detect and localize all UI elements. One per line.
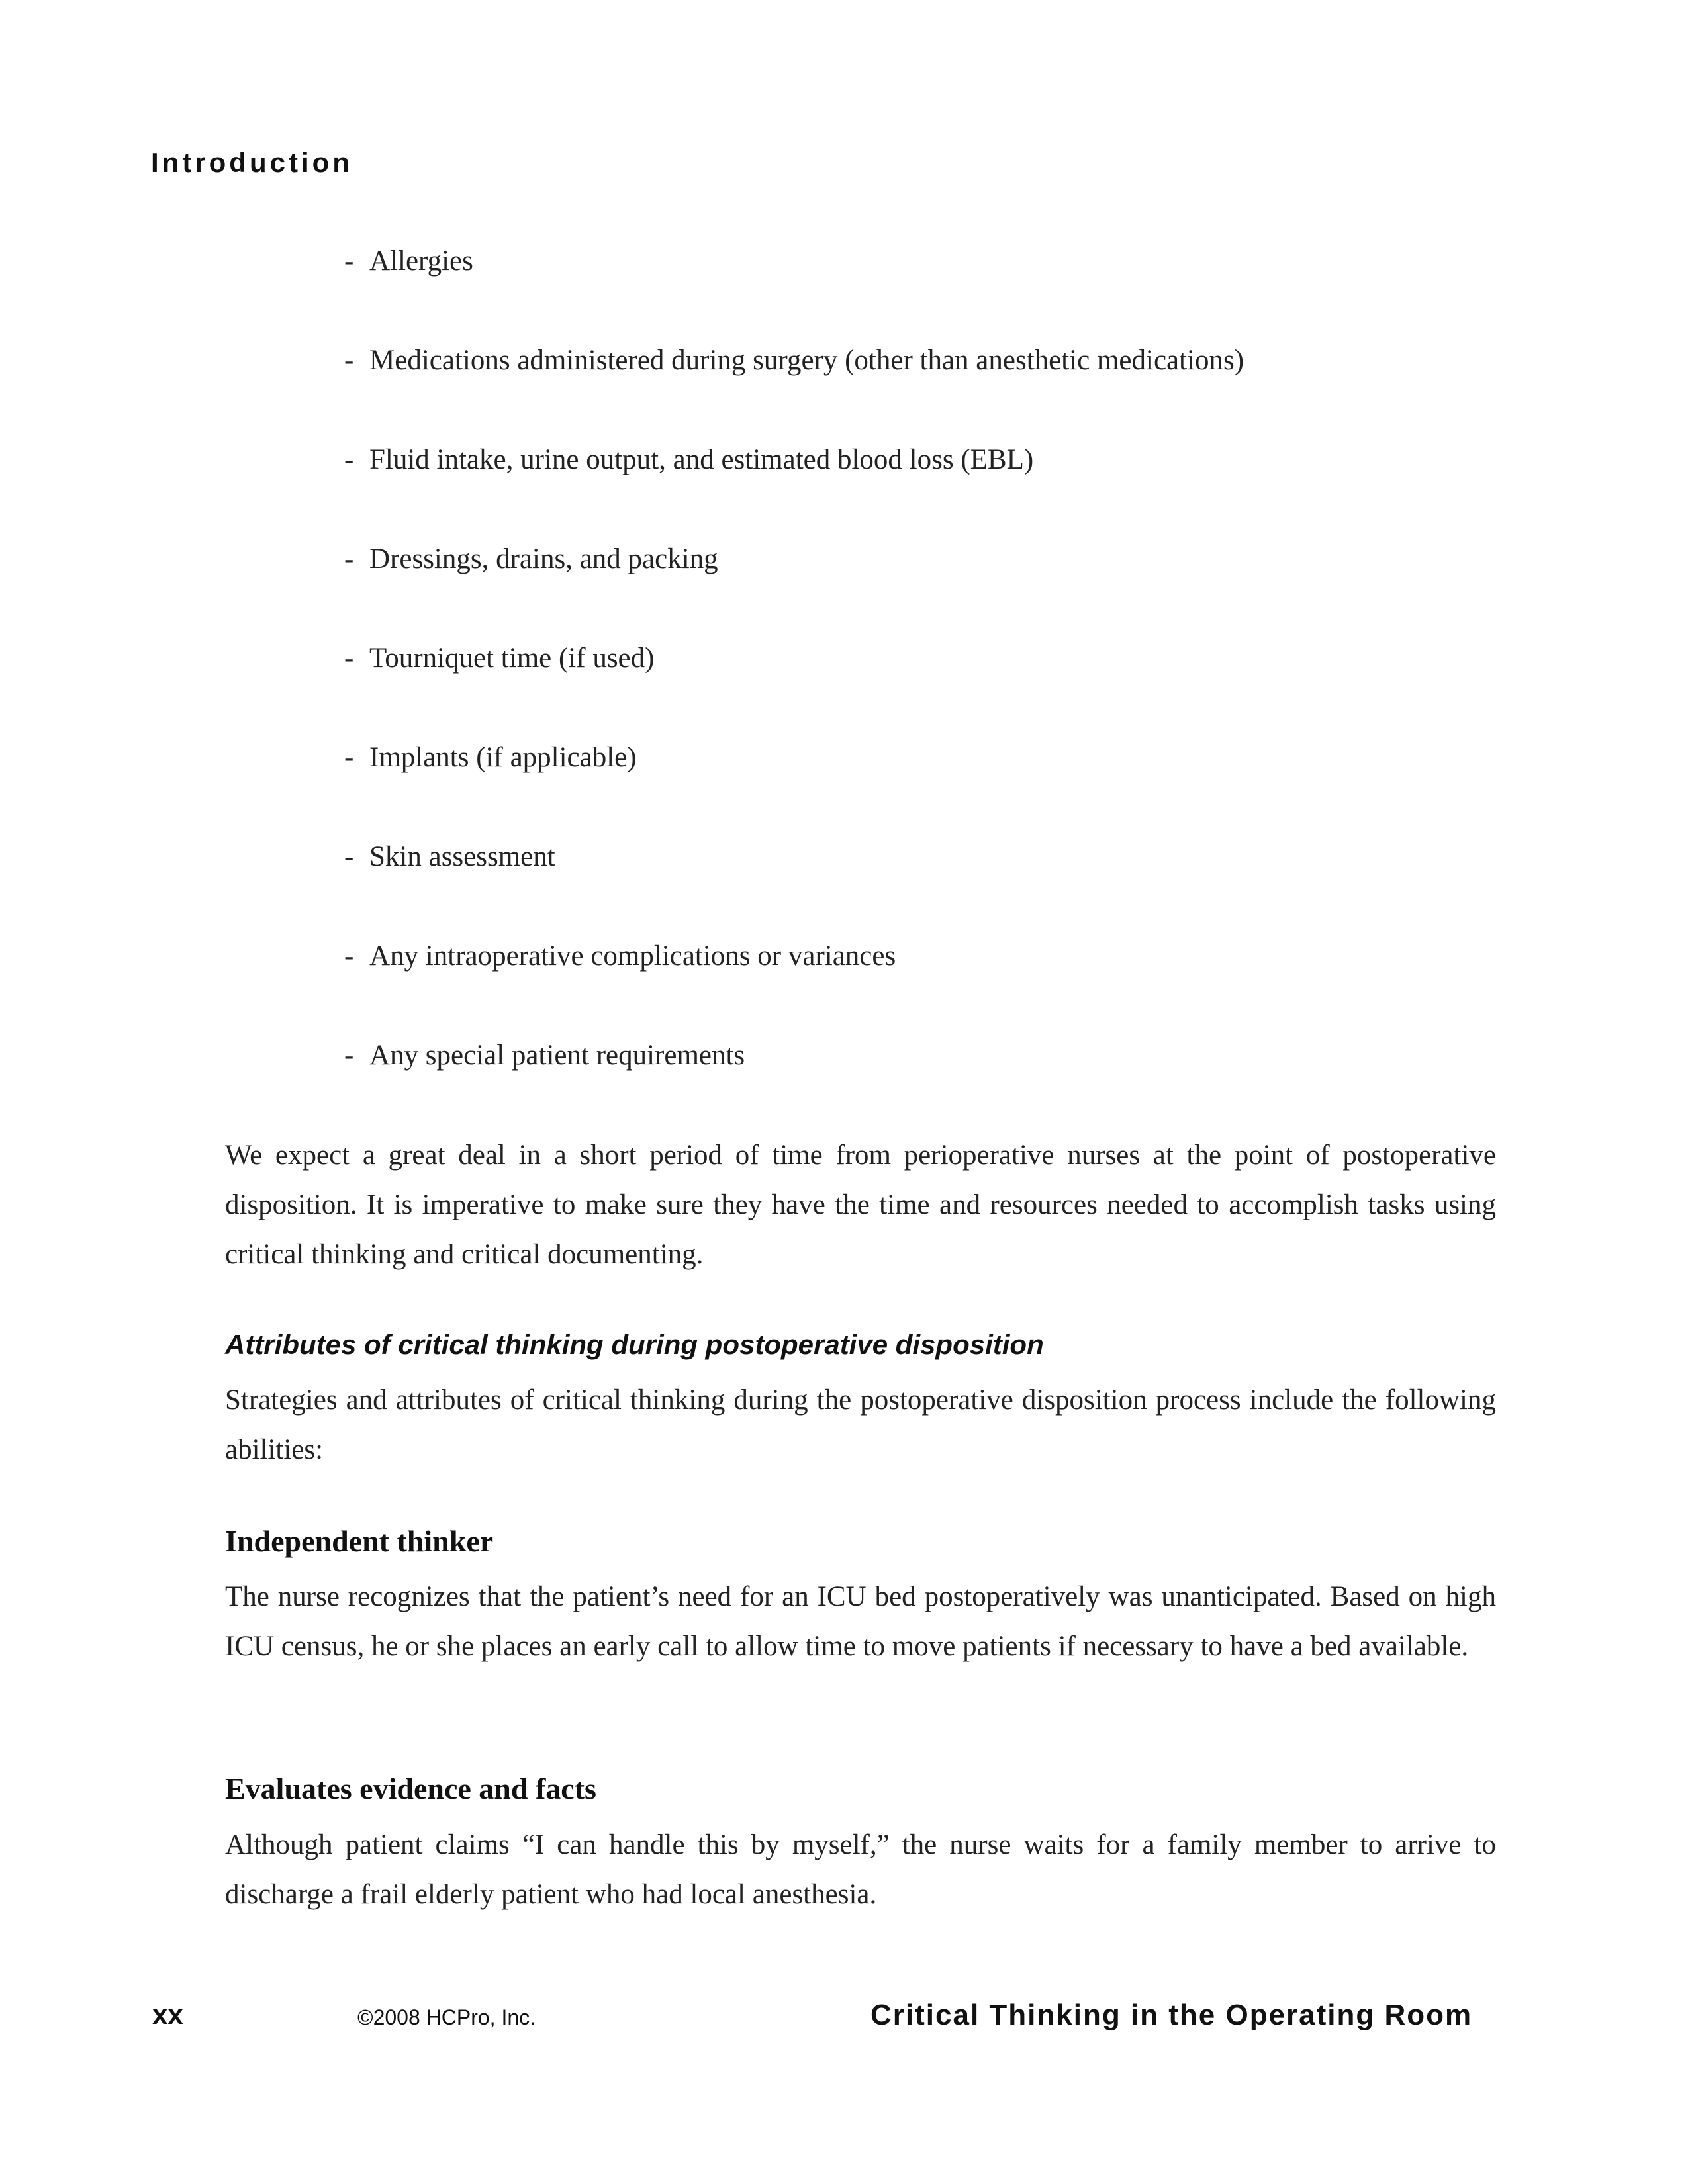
list-item [344,338,1244,437]
section-header: Introduction [151,147,353,178]
list-item-text: Dressings, drains, and packing [369,543,718,574]
book-title: Critical Thinking in the Operating Room [870,1999,1473,2031]
attributes-paragraph: Strategies and attributes of critical thinking during the postoperative disposition process include the following abilities: [225,1385,1496,1465]
list-item-text: Tourniquet time (if used) [369,643,655,674]
list-item-text: Skin assessment [369,841,555,872]
list-item [344,536,1244,635]
list-item [344,437,1244,536]
attributes-heading: Attributes of critical thinking during postoperative disposition [225,1329,1044,1360]
list-item-text: Implants (if applicable) [369,742,637,773]
bullet-dash: - [344,940,354,972]
evaluates-evidence-paragraph: Although patient claims “I can handle this by myself,” the nurse waits for a family member to arrive to discharge a frail elderly patient who had local anesthesia. [225,1829,1496,1910]
bullet-dash: - [344,643,354,674]
page-number: xx [152,1999,183,2030]
list-item [344,834,1244,933]
list-item [344,735,1244,834]
list-item-text: Any intraoperative complications or variances [369,940,896,972]
bullet-dash: - [344,742,354,773]
list-item-text: Fluid intake, urine output, and estimated blood loss (EBL) [369,444,1034,475]
list-item-text: Allergies [369,246,473,277]
bullet-dash: - [344,246,354,277]
bullet-dash: - [344,543,354,574]
intro-paragraph: We expect a great deal in a short period of time from perioperative nurses at the point of postoperative disposition. It is imperative to make sure they have the time and resources needed to accomplish tasks using critical thinking and critical documenting. [225,1140,1496,1270]
evaluates-evidence-heading: Evaluates evidence and facts [225,1772,596,1805]
independent-thinker-paragraph: The nurse recognizes that the patient’s need for an ICU bed postoperatively was unanticipated. Based on high ICU census, he or she places an early call to allow time to move patients if necessary to have a bed available. [225,1581,1496,1662]
bullet-dash: - [344,444,354,475]
bullet-dash: - [344,1040,354,1071]
list-item-text: Medications administered during surgery (other than anesthetic medications) [369,345,1244,376]
bullet-list [344,238,1244,1132]
copyright-notice: ©2008 HCPro, Inc. [357,2005,536,2029]
list-item [344,635,1244,735]
independent-thinker-heading: Independent thinker [225,1524,494,1558]
bullet-dash: - [344,841,354,872]
list-item [344,1032,1244,1132]
list-item [344,238,1244,338]
list-item [344,933,1244,1032]
bullet-dash: - [344,345,354,376]
list-item-text: Any special patient requirements [369,1040,745,1071]
